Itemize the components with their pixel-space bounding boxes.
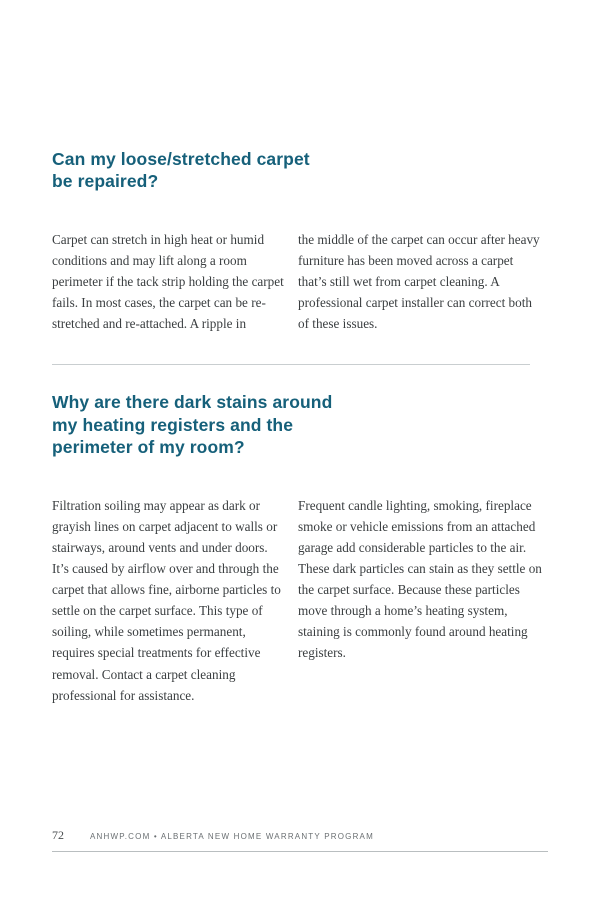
section-body-carpet-repair bbox=[52, 229, 548, 335]
page-footer bbox=[52, 828, 548, 852]
body-column-left: Carpet can stretch in high heat or humid conditions and may lift along a room perimeter if the tack strip holding the carpet fails. In most cases, the carpet can be re-stretched and re-attached. A ripple in bbox=[52, 231, 284, 332]
section-heading-carpet-repair: Can my loose/stretched carpet be repaired? bbox=[52, 149, 310, 192]
page-number: 72 bbox=[52, 828, 64, 842]
section-heading-dark-stains: Why are there dark stains around my heating registers and the perimeter of my room? bbox=[52, 392, 333, 458]
section-divider bbox=[52, 364, 530, 365]
section-body-dark-stains bbox=[52, 495, 548, 706]
footer-row bbox=[52, 828, 548, 852]
footer-meta-text: ANHWP.COM • ALBERTA NEW HOME WARRANTY PROGRAM bbox=[90, 832, 374, 841]
body-column-left: Filtration soiling may appear as dark or grayish lines on carpet adjacent to walls or stairways, around vents and under doors. It’s caused by airflow over and through the carpet that allows fine, airborne particles to settle on the carpet surface. This type of soiling, while sometimes permanent, requires special treatments for effective removal. Contact a carpet cleaning professional for assistance. bbox=[52, 497, 281, 703]
body-column-right: the middle of the carpet can occur after heavy furniture has been moved across a carpet that’s still wet from carpet cleaning. A professional carpet installer can correct both of these issues. bbox=[298, 231, 540, 332]
body-column-right: Frequent candle lighting, smoking, fireplace smoke or vehicle emissions from an attached garage add considerable particles to the air. These dark particles can stain as they settle on the carpet surface. Because these particles move through a home’s heating system, staining is commonly found around heating registers. bbox=[298, 497, 542, 661]
